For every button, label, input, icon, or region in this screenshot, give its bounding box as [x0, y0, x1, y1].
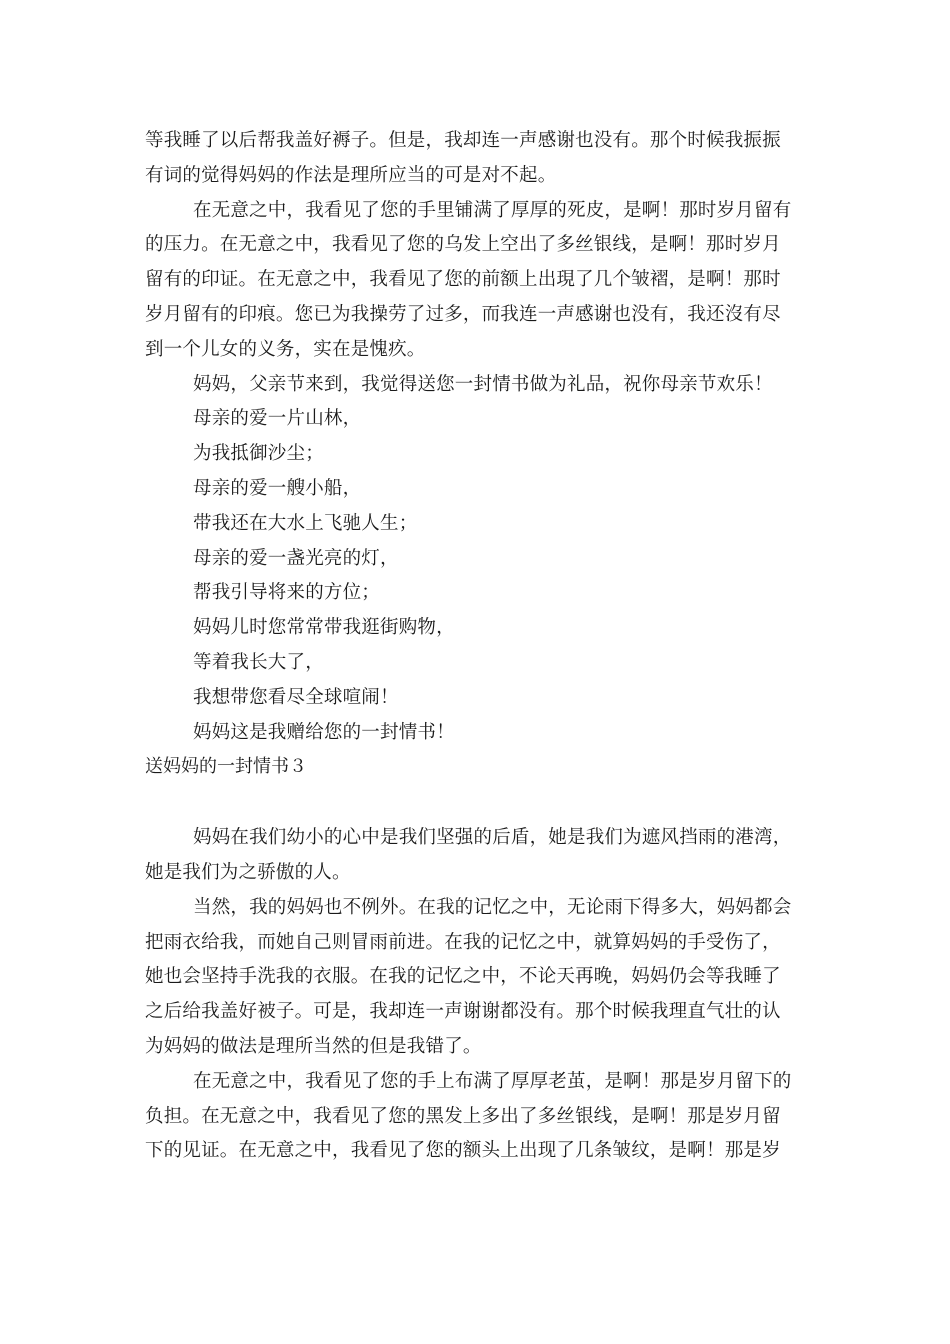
poem-line: 妈妈这是我赠给您的一封情书！ [193, 721, 455, 743]
poem-line: 我想带您看尽全球喧闹！ [193, 686, 399, 708]
text-line: 妈妈，父亲节来到，我觉得送您一封情书做为礼品，祝你母亲节欢乐！ [193, 373, 773, 395]
section-title: 送妈妈的一封情书３ [145, 756, 307, 778]
text-line: 在无意之中，我看见了您的手上布满了厚厚老茧，是啊！那是岁月留下的 [193, 1070, 792, 1092]
blank-gap [145, 785, 810, 821]
text-line: 把雨衣给我，而她自己则冒雨前进。在我的记忆之中，就算妈妈的手受伤了， [145, 931, 781, 953]
text-line: 岁月留有的印痕。您已为我操劳了过多，而我连一声感谢也没有，我还沒有尽 [145, 303, 781, 325]
text-line: 妈妈在我们幼小的心中是我们坚强的后盾，她是我们为遮风挡雨的港湾， [193, 827, 792, 849]
poem-line: 母亲的爱一艘小船， [193, 477, 362, 499]
poem-line: 带我还在大水上飞驰人生； [193, 512, 418, 534]
poem [145, 402, 810, 750]
poem-line: 帮我引导将来的方位； [193, 582, 381, 604]
paragraph-4 [145, 821, 810, 891]
text-line: 为妈妈的做法是理所当然的但是我错了。 [145, 1035, 482, 1057]
text-line: 她也会坚持手洗我的衣服。在我的记忆之中，不论天再晚，妈妈仍会等我睡了 [145, 966, 781, 988]
text-line: 她是我们为之骄傲的人。 [145, 861, 351, 883]
paragraph-6 [145, 1065, 810, 1169]
text-line: 下的见证。在无意之中，我看见了您的额头上出现了几条皱纹，是啊！那是岁 [145, 1140, 781, 1162]
paragraph-5 [145, 891, 810, 1065]
text-line: 的压力。在无意之中，我看见了您的乌发上空出了多丝银线，是啊！那时岁月 [145, 234, 781, 256]
text-line: 等我睡了以后帮我盖好褥子。但是，我却连一声感谢也没有。那个时候我振振 [145, 130, 781, 151]
text-line: 到一个儿女的义务，实在是愧疚。 [145, 338, 426, 360]
paragraph-1 [145, 124, 810, 194]
text-line: 负担。在无意之中，我看见了您的黑发上多出了多丝银线，是啊！那是岁月留 [145, 1105, 781, 1127]
poem-line: 母亲的爱一片山林， [193, 408, 362, 430]
text-line: 当然，我的妈妈也不例外。在我的记忆之中，无论雨下得多大，妈妈都会 [193, 896, 792, 918]
poem-line: 等着我长大了， [193, 651, 324, 673]
poem-line: 妈妈儿时您常常带我逛街购物， [193, 617, 455, 639]
poem-line: 母亲的爱一盏光亮的灯， [193, 547, 399, 569]
text-line: 留有的印证。在无意之中，我看见了您的前额上出現了几个皱褶，是啊！那时 [145, 269, 781, 291]
document-page [145, 124, 810, 1169]
paragraph-2 [145, 194, 810, 368]
paragraph-3 [145, 368, 810, 403]
text-line: 之后给我盖好被子。可是，我却连一声谢谢都没有。那个时候我理直气壮的认 [145, 1001, 781, 1023]
poem-line: 为我抵御沙尘； [193, 443, 324, 465]
text-line: 有词的觉得妈妈的作法是理所应当的可是对不起。 [145, 164, 557, 186]
text-line: 在无意之中，我看见了您的手里铺满了厚厚的死皮，是啊！那时岁月留有 [193, 199, 792, 221]
